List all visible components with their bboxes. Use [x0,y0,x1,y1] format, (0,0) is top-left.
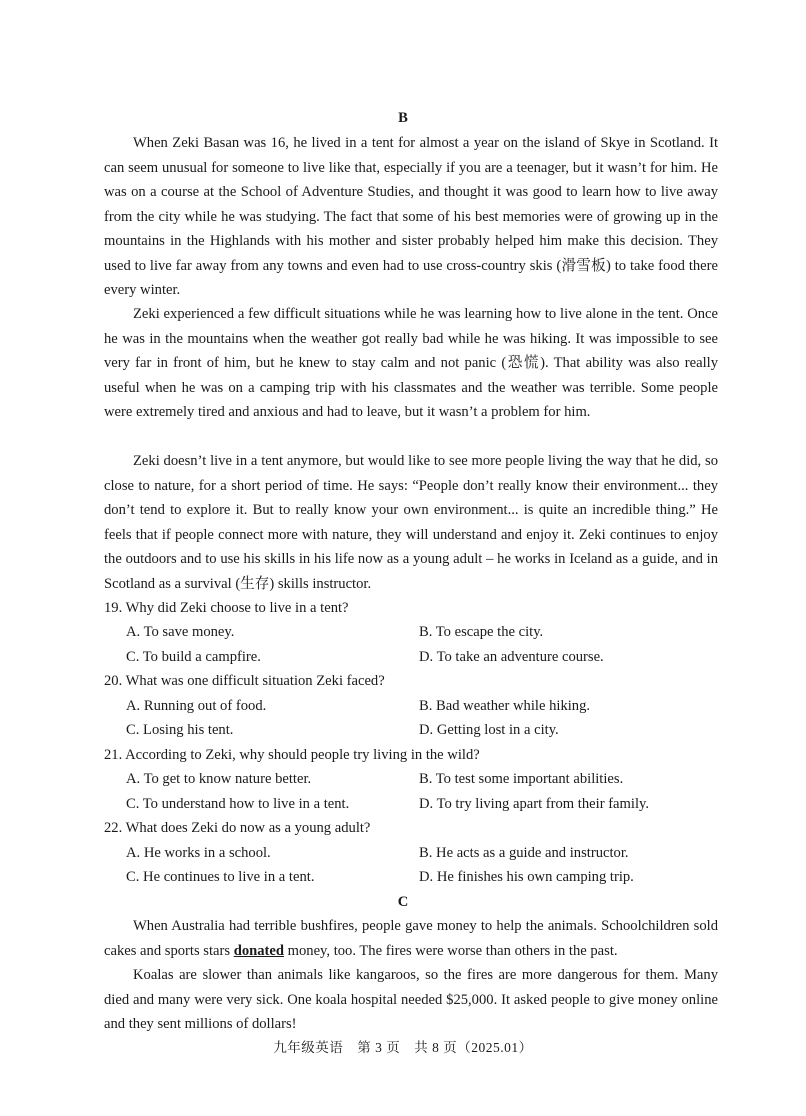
question-21-option-d: D. To try living apart from their family. [419,796,649,812]
section-b-paragraph-2: Zeki experienced a few difficult situations while he was learning how to live alone in the tent. Once he was in the mountains when the weather got really bad while he was hiking. It was impossible to see very far in front of him, but he knew to stay calm and not panic (恐慌). That ability was also really useful when he was on a camping trip with his classmates and the weather was terrible. Some people were extremely tired and anxious and had to leave, but it wasn’t a problem for him. [104,306,718,420]
page-footer: 九年级英语 第 3 页 共 8 页（2025.01） [273,1040,533,1055]
section-c-paragraph-1 [104,914,718,963]
question-22-option-a: A. He works in a school. [126,845,271,861]
question-20-option-a: A. Running out of food. [126,698,267,714]
section-c-paragraph-2: Koalas are slower than animals like kangaroos, so the fires are more dangerous for them. Many died and many were very sick. One koala hospital needed $25,000. It asked people to give money online and they sent millions of dollars! [104,967,718,1032]
question-21-stem: 21. According to Zeki, why should people try living in the wild? [104,747,480,763]
section-b-paragraph-1: When Zeki Basan was 16, he lived in a tent for almost a year on the island of Skye in Scotland. It can seem unusual for someone to live like that, especially if you are a teenager, but it wasn’t for him. He was on a course at the School of Adventure Studies, and thought it was good to learn how to live away from the city while he was studying. The fact that some of his best memories were of growing up in the mountains in the Highlands with his mother and sister probably helped him make this decision. They used to live far away from any towns and even had to use cross-country skis (滑雪板) to take food there every winter. [104,135,718,298]
section-c-paragraph-1-text-start: When Australia had terrible bushfires, people gave money to help the animals. Schoolchildren sold cakes and sports stars [104,918,718,959]
question-19-option-b: B. To escape the city. [419,624,544,640]
question-22-option-c: C. He continues to live in a tent. [126,869,315,885]
question-20-option-d: D. Getting lost in a city. [419,722,559,738]
section-c-heading: C [397,894,409,910]
keyword-donated: donated [233,942,284,959]
question-21-option-b: B. To test some important abilities. [419,771,624,787]
question-19-option-d: D. To take an adventure course. [419,649,604,665]
section-b-paragraph-3: Zeki doesn’t live in a tent anymore, but would like to see more people living the way that he did, so close to nature, for a short period of time. He says: “People don’t really know their environment... they don’t tend to explore it. But to really know your own environment... is quite an incredible thing.” He feels that if people connect more with nature, they will understand and enjoy it. Zeki continues to enjoy the outdoors and to use his skills in his life now as a young adult – he works in Iceland as a guide, and in Scotland as a survival (生存) skills instructor. [104,453,718,592]
section-b-heading: B [398,110,408,126]
question-19-stem: 19. Why did Zeki choose to live in a tent? [104,600,349,616]
question-19-option-a: A. To save money. [126,624,235,640]
question-20-option-b: B. Bad weather while hiking. [419,698,591,714]
question-20-stem: 20. What was one difficult situation Zeki faced? [104,673,385,689]
question-19-option-c: C. To build a campfire. [126,649,261,665]
question-22-option-b: B. He acts as a guide and instructor. [419,845,629,861]
question-22-stem: 22. What does Zeki do now as a young adult? [104,820,371,836]
question-21-option-c: C. To understand how to live in a tent. [126,796,350,812]
section-c-paragraph-1-text-end: money, too. The fires were worse than others in the past. [283,942,618,959]
question-20-option-c: C. Losing his tent. [126,722,234,738]
question-22-option-d: D. He finishes his own camping trip. [419,869,634,885]
question-21-option-a: A. To get to know nature better. [126,771,312,787]
